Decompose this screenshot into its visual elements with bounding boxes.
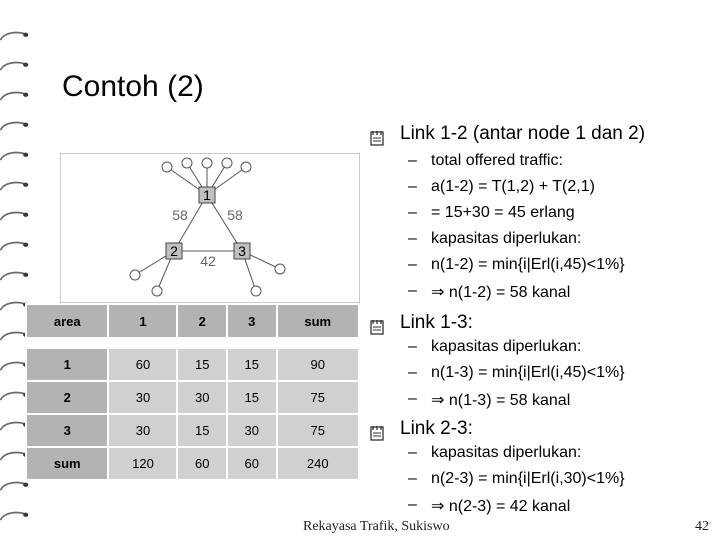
table-cell: sum: [26, 447, 108, 480]
node-3-label: 3: [238, 243, 246, 259]
table-header-cell: 2: [177, 304, 227, 338]
dash-bullet: –: [408, 256, 417, 273]
list-item: ⇒ n(1-3) = 58 kanal: [431, 392, 571, 409]
table-cell: 2: [26, 381, 108, 414]
section-heading: Link 2-3:: [400, 418, 473, 439]
spiral-ring-icon: [0, 26, 30, 46]
dash-bullet: –: [408, 444, 417, 461]
list-item: = 15+30 = 45 erlang: [431, 204, 575, 221]
dash-bullet: –: [408, 390, 417, 407]
node-3: [234, 243, 250, 259]
slide-title: Contoh (2): [62, 70, 204, 103]
notepad-bullet-icon: [368, 129, 386, 147]
list-item: kapasitas diperlukan:: [431, 230, 582, 247]
spiral-ring-icon: [0, 116, 30, 136]
list-item: a(1-2) = T(1,2) + T(2,1): [431, 178, 595, 195]
spiral-ring-icon: [0, 146, 30, 166]
table-cell: 3: [26, 414, 108, 447]
table-cell: 30: [108, 381, 177, 414]
node-1: [199, 187, 215, 203]
edge-label-1-3: 58: [227, 207, 243, 223]
list-item: n(2-3) = min{i|Erl(i,30)<1%}: [431, 470, 625, 487]
dash-bullet: –: [408, 204, 417, 221]
table-header-row: [26, 304, 359, 338]
table-row: [26, 381, 359, 414]
dash-bullet: –: [408, 338, 417, 355]
table-header-cell: 3: [227, 304, 277, 338]
table-cell: 90: [277, 348, 359, 381]
page-number: 42: [695, 519, 709, 534]
node-2: [166, 243, 182, 259]
list-item: kapasitas diperlukan:: [431, 338, 582, 355]
spiral-ring-icon: [0, 86, 30, 106]
dash-bullet: –: [408, 470, 417, 487]
table-cell: 15: [177, 348, 227, 381]
table-cell: 15: [177, 414, 227, 447]
table-header-cell: sum: [277, 304, 359, 338]
traffic-table: [25, 303, 360, 481]
table-cell: 240: [277, 447, 359, 480]
list-item: n(1-3) = min{i|Erl(i,45)<1%}: [431, 364, 625, 381]
footer-text: Rekayasa Trafik, Sukiswo: [303, 519, 450, 534]
section-heading: Link 1-2 (antar node 1 dan 2): [400, 123, 646, 144]
table-cell: 15: [227, 348, 277, 381]
table-cell: 75: [277, 381, 359, 414]
spiral-ring-icon: [0, 56, 30, 76]
table-row: [26, 348, 359, 381]
diagram-frame: [60, 153, 360, 303]
dash-bullet: –: [408, 152, 417, 169]
list-item: ⇒ n(1-2) = 58 kanal: [431, 284, 571, 301]
table-cell: 30: [227, 414, 277, 447]
table-row: [26, 414, 359, 447]
spiral-ring-icon: [0, 266, 30, 286]
table-cell: 60: [227, 447, 277, 480]
spiral-ring-icon: [0, 206, 30, 226]
node-1-label: 1: [203, 187, 211, 203]
dash-bullet: –: [408, 364, 417, 381]
table-cell: 30: [177, 381, 227, 414]
table-cell: 15: [227, 381, 277, 414]
network-diagram: [60, 153, 360, 303]
table-cell: 1: [26, 348, 108, 381]
spiral-ring-icon: [0, 176, 30, 196]
node-2-label: 2: [170, 243, 178, 259]
table-header-cell: area: [26, 304, 108, 338]
dash-bullet: –: [408, 178, 417, 195]
table-cell: 60: [177, 447, 227, 480]
list-item: n(1-2) = min{i|Erl(i,45)<1%}: [431, 256, 625, 273]
table-row: [26, 447, 359, 480]
list-item: kapasitas diperlukan:: [431, 444, 582, 461]
spiral-ring-icon: [0, 236, 30, 256]
edge-label-1-2: 58: [172, 207, 188, 223]
table-cell: 30: [108, 414, 177, 447]
dash-bullet: –: [408, 496, 417, 513]
list-item: ⇒ n(2-3) = 42 kanal: [431, 498, 571, 515]
table-header-cell: 1: [108, 304, 177, 338]
dash-bullet: –: [408, 230, 417, 247]
spiral-ring-icon: [0, 506, 30, 526]
table-cell: 120: [108, 447, 177, 480]
notepad-bullet-icon: [368, 424, 386, 442]
notepad-bullet-icon: [368, 318, 386, 336]
list-item: total offered traffic:: [431, 152, 563, 169]
table-cell: 75: [277, 414, 359, 447]
section-heading: Link 1-3:: [400, 312, 473, 333]
dash-bullet: –: [408, 282, 417, 299]
edge-label-2-3: 42: [200, 253, 216, 269]
table-cell: 60: [108, 348, 177, 381]
